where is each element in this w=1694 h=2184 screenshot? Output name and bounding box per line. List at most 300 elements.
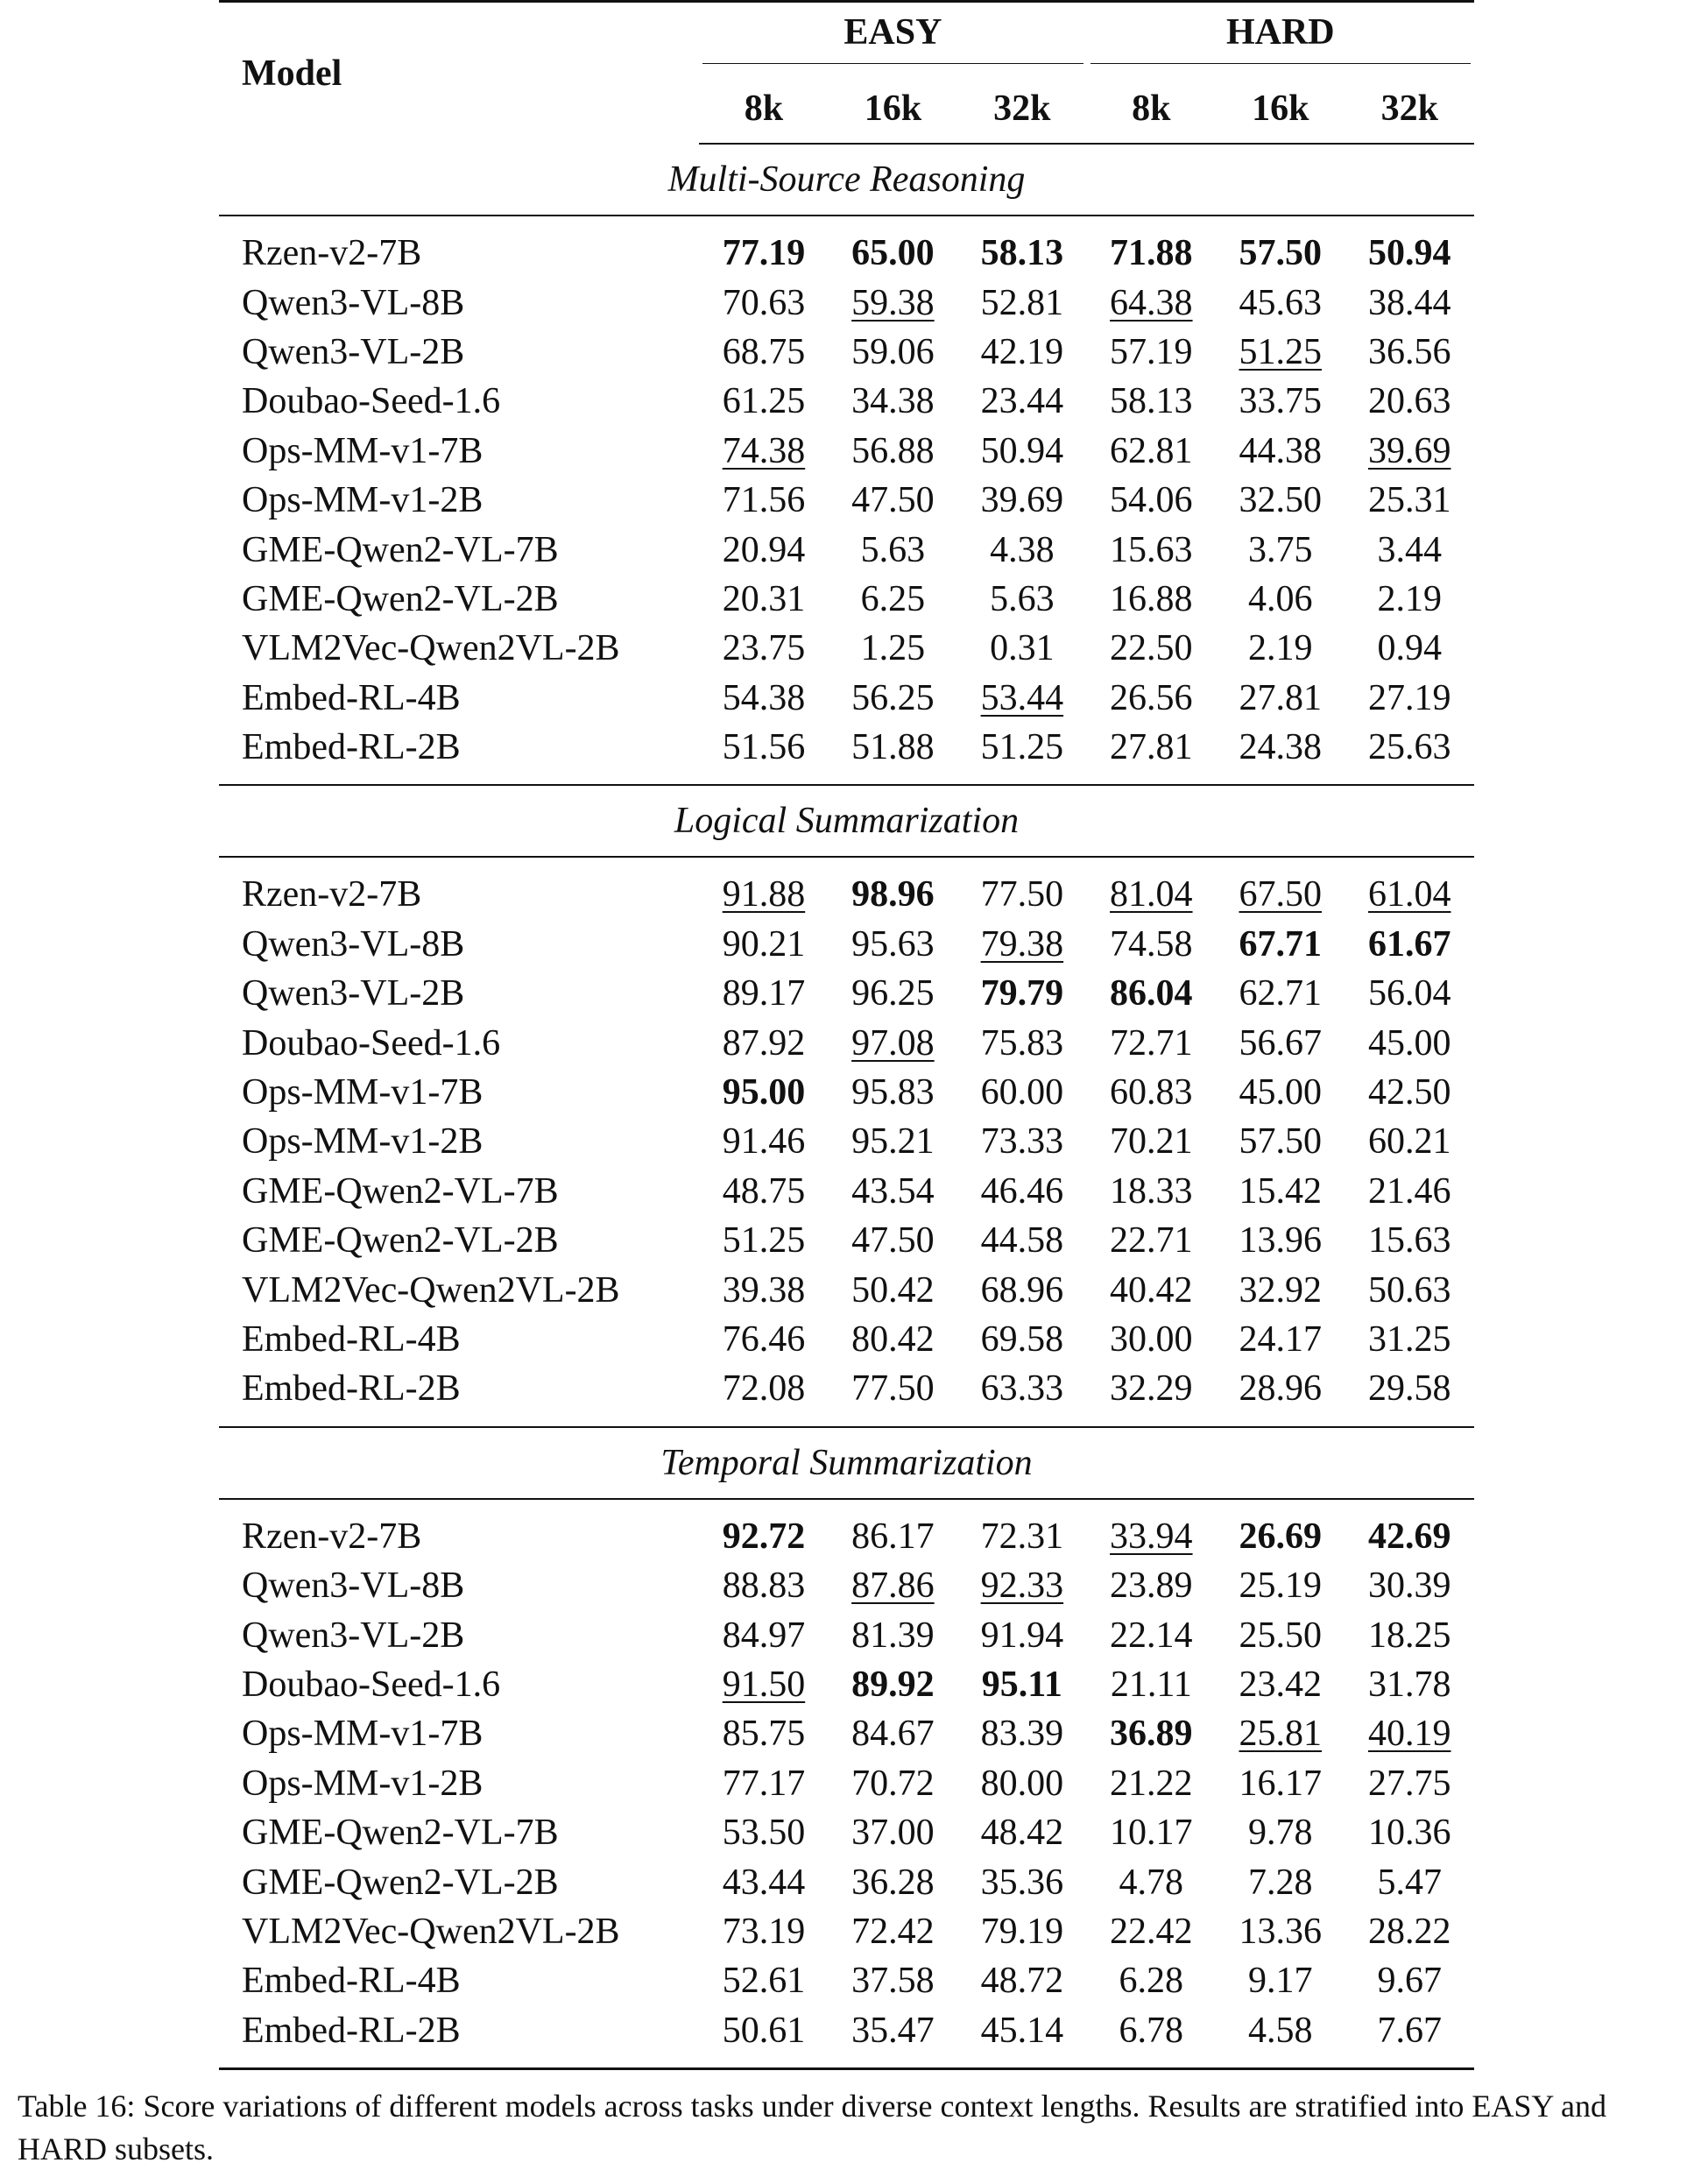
best-score-value: 98.96 <box>851 874 935 915</box>
score-cell <box>699 1561 828 1610</box>
score-value: 35.47 <box>851 2010 935 2051</box>
score-value: 95.21 <box>851 1121 935 1163</box>
second-best-score-value: 87.86 <box>851 1566 935 1607</box>
score-cell <box>1087 1167 1216 1216</box>
score-cell <box>1345 1759 1474 1808</box>
best-score-value: 95.11 <box>981 1664 1062 1705</box>
length-header: 32k <box>957 74 1086 144</box>
score-value: 20.31 <box>722 578 806 619</box>
table-row <box>219 624 1474 673</box>
score-value: 42.50 <box>1367 1072 1451 1113</box>
score-value: 13.96 <box>1239 1220 1322 1262</box>
model-name-cell: Qwen3-VL-2B <box>242 973 465 1014</box>
score-value: 45.00 <box>1239 1072 1322 1113</box>
table-row <box>219 476 1474 525</box>
score-cell <box>1216 1216 1345 1265</box>
table-header-row-groups <box>219 2 1474 75</box>
score-cell <box>1216 216 1345 278</box>
score-value: 21.11 <box>1110 1664 1192 1705</box>
score-value: 50.63 <box>1367 1269 1451 1311</box>
model-name-cell: GME-Qwen2-VL-7B <box>242 1813 559 1854</box>
score-value: 26.56 <box>1110 677 1193 718</box>
table-row <box>219 969 1474 1018</box>
score-value: 39.38 <box>722 1269 806 1311</box>
model-name-cell: Doubao-Seed-1.6 <box>242 381 501 422</box>
score-value: 62.81 <box>1110 430 1193 471</box>
score-cell <box>699 1907 828 1956</box>
score-value: 43.44 <box>722 1862 806 1903</box>
score-cell <box>829 476 957 525</box>
score-cell <box>829 1956 957 2005</box>
score-cell <box>829 1660 957 1709</box>
score-cell <box>1216 723 1345 785</box>
score-cell <box>699 1857 828 1906</box>
score-value: 48.75 <box>722 1170 806 1212</box>
score-value: 22.71 <box>1110 1220 1193 1262</box>
score-value: 95.63 <box>851 923 935 965</box>
score-value: 0.94 <box>1377 628 1442 669</box>
score-value: 54.38 <box>722 677 806 718</box>
score-value: 60.00 <box>980 1072 1064 1113</box>
score-cell <box>1345 920 1474 969</box>
score-value: 32.29 <box>1110 1368 1193 1410</box>
score-cell <box>957 1857 1086 1906</box>
score-cell <box>1087 377 1216 426</box>
score-cell <box>829 1265 957 1314</box>
score-cell <box>957 476 1086 525</box>
score-value: 59.06 <box>851 331 935 372</box>
score-value: 87.92 <box>722 1022 806 1064</box>
model-name-cell: GME-Qwen2-VL-2B <box>242 1862 559 1903</box>
score-value: 42.19 <box>980 331 1064 372</box>
score-cell <box>1216 920 1345 969</box>
model-name-cell: Doubao-Seed-1.6 <box>242 1022 501 1064</box>
model-name-cell: Rzen-v2-7B <box>242 233 422 274</box>
length-header: 32k <box>1345 74 1474 144</box>
score-value: 53.50 <box>722 1813 806 1854</box>
score-cell <box>1345 476 1474 525</box>
score-value: 77.17 <box>722 1763 806 1804</box>
score-cell <box>1087 969 1216 1018</box>
score-value: 90.21 <box>722 923 806 965</box>
score-cell <box>1087 525 1216 574</box>
score-cell <box>829 1499 957 1561</box>
table-caption: Table 16: Score variations of different models across tasks under diverse context lengths. Results are stratified into EASY and HARD subsets. <box>18 2089 1607 2166</box>
score-cell <box>1087 278 1216 327</box>
model-name-cell: Embed-RL-4B <box>242 1961 461 2002</box>
score-value: 50.94 <box>980 430 1064 471</box>
score-cell <box>957 427 1086 476</box>
second-best-score-value: 33.94 <box>1110 1516 1193 1557</box>
table-row <box>219 857 1474 919</box>
score-cell <box>829 575 957 624</box>
score-value: 9.17 <box>1248 1961 1313 2002</box>
second-best-score-value: 81.04 <box>1110 874 1193 915</box>
score-value: 23.42 <box>1239 1664 1322 1705</box>
score-value: 48.72 <box>980 1961 1064 2002</box>
model-name-cell: Qwen3-VL-2B <box>242 331 465 372</box>
score-cell <box>1087 1907 1216 1956</box>
score-value: 80.42 <box>851 1319 935 1360</box>
score-cell <box>829 1117 957 1166</box>
score-cell <box>1216 1907 1345 1956</box>
length-header: 8k <box>1087 74 1216 144</box>
table-row <box>219 216 1474 278</box>
score-value: 56.04 <box>1367 973 1451 1014</box>
score-value: 7.28 <box>1248 1862 1313 1903</box>
score-cell <box>957 1808 1086 1857</box>
score-cell <box>1087 1610 1216 1659</box>
best-score-value: 67.71 <box>1239 923 1322 965</box>
second-best-score-value: 64.38 <box>1110 282 1193 323</box>
score-cell <box>1216 1499 1345 1561</box>
score-cell <box>699 476 828 525</box>
score-value: 35.36 <box>980 1862 1064 1903</box>
score-cell <box>1216 1956 1345 2005</box>
score-value: 15.42 <box>1239 1170 1322 1212</box>
score-value: 43.54 <box>851 1170 935 1212</box>
score-cell <box>1087 1216 1216 1265</box>
score-value: 91.94 <box>980 1615 1064 1656</box>
score-cell <box>1345 1167 1474 1216</box>
score-value: 86.17 <box>851 1516 935 1557</box>
score-cell <box>1345 1117 1474 1166</box>
score-cell <box>1345 377 1474 426</box>
score-value: 4.38 <box>990 529 1055 570</box>
table-row <box>219 1117 1474 1166</box>
score-cell <box>1216 2006 1345 2069</box>
score-value: 9.78 <box>1248 1813 1313 1854</box>
score-cell <box>957 1364 1086 1426</box>
score-value: 47.50 <box>851 480 935 521</box>
score-cell <box>1345 278 1474 327</box>
second-best-score-value: 91.88 <box>722 874 806 915</box>
score-cell <box>1087 674 1216 723</box>
best-score-value: 42.69 <box>1367 1516 1451 1557</box>
score-value: 4.06 <box>1248 578 1313 619</box>
score-cell <box>1216 1117 1345 1166</box>
model-name-cell: VLM2Vec-Qwen2VL-2B <box>242 1269 620 1311</box>
score-cell <box>1087 1315 1216 1364</box>
score-value: 44.58 <box>980 1220 1064 1262</box>
table-row <box>219 674 1474 723</box>
score-value: 32.50 <box>1239 480 1322 521</box>
score-value: 9.67 <box>1377 1961 1442 2002</box>
score-cell <box>957 1167 1086 1216</box>
score-cell <box>1087 1709 1216 1758</box>
score-value: 77.50 <box>980 874 1064 915</box>
score-cell <box>829 969 957 1018</box>
table-row <box>219 1561 1474 1610</box>
table-row <box>219 1167 1474 1216</box>
score-value: 21.46 <box>1367 1170 1451 1212</box>
score-value: 89.17 <box>722 973 806 1014</box>
score-value: 75.83 <box>980 1022 1064 1064</box>
score-value: 6.28 <box>1119 1961 1184 2002</box>
second-best-score-value: 51.25 <box>1239 331 1322 372</box>
table-row <box>219 1956 1474 2005</box>
second-best-score-value: 79.38 <box>980 923 1064 965</box>
score-cell <box>1087 216 1216 278</box>
score-cell <box>957 1709 1086 1758</box>
score-value: 25.19 <box>1239 1566 1322 1607</box>
table-row <box>219 427 1474 476</box>
score-cell <box>699 1808 828 1857</box>
score-value: 39.69 <box>980 480 1064 521</box>
score-cell <box>1345 2006 1474 2069</box>
model-name-cell: GME-Qwen2-VL-2B <box>242 1220 559 1262</box>
score-value: 2.19 <box>1377 578 1442 619</box>
score-value: 68.96 <box>980 1269 1064 1311</box>
best-score-value: 89.92 <box>851 1664 935 1705</box>
score-cell <box>1216 857 1345 919</box>
score-value: 88.83 <box>722 1566 806 1607</box>
model-name-cell: Ops-MM-v1-7B <box>242 1714 483 1755</box>
score-cell <box>1216 674 1345 723</box>
score-value: 57.50 <box>1239 1121 1322 1163</box>
score-value: 84.67 <box>851 1714 935 1755</box>
hard-group-header <box>1087 2 1474 75</box>
score-cell <box>1345 1499 1474 1561</box>
score-value: 69.58 <box>980 1319 1064 1360</box>
score-cell <box>1345 1216 1474 1265</box>
score-value: 21.22 <box>1110 1763 1193 1804</box>
score-value: 20.63 <box>1367 381 1451 422</box>
second-best-score-value: 91.50 <box>722 1664 806 1705</box>
score-cell <box>1216 427 1345 476</box>
table-row <box>219 1808 1474 1857</box>
score-value: 0.31 <box>990 628 1055 669</box>
score-value: 27.81 <box>1110 727 1193 768</box>
results-table <box>219 0 1474 2070</box>
section-header-row <box>219 1427 1474 1499</box>
score-cell <box>829 1907 957 1956</box>
score-cell <box>957 1018 1086 1067</box>
table-row <box>219 1018 1474 1067</box>
second-best-score-value: 39.69 <box>1367 430 1451 471</box>
score-cell <box>1345 1018 1474 1067</box>
score-cell <box>1216 1561 1345 1610</box>
score-cell <box>1345 1660 1474 1709</box>
score-cell <box>957 2006 1086 2069</box>
score-value: 84.97 <box>722 1615 806 1656</box>
score-value: 72.08 <box>722 1368 806 1410</box>
easy-group-label: EASY <box>843 11 942 53</box>
score-cell <box>829 216 957 278</box>
score-cell <box>957 377 1086 426</box>
score-cell <box>1345 1709 1474 1758</box>
score-cell <box>699 969 828 1018</box>
model-name-cell: Embed-RL-2B <box>242 727 461 768</box>
table-row <box>219 278 1474 327</box>
score-cell <box>1087 1660 1216 1709</box>
score-cell <box>1087 1759 1216 1808</box>
score-cell <box>829 1167 957 1216</box>
model-name-cell: Rzen-v2-7B <box>242 1516 422 1557</box>
score-value: 81.39 <box>851 1615 935 1656</box>
score-value: 56.88 <box>851 430 935 471</box>
score-cell <box>957 1759 1086 1808</box>
score-cell <box>1345 1265 1474 1314</box>
score-cell <box>957 1117 1086 1166</box>
best-score-value: 26.69 <box>1239 1516 1322 1557</box>
score-cell <box>699 1709 828 1758</box>
score-cell <box>829 1808 957 1857</box>
score-value: 25.50 <box>1239 1615 1322 1656</box>
score-cell <box>957 1068 1086 1117</box>
score-value: 85.75 <box>722 1714 806 1755</box>
score-cell <box>957 857 1086 919</box>
score-value: 50.42 <box>851 1269 935 1311</box>
score-value: 96.25 <box>851 973 935 1014</box>
score-cell <box>829 920 957 969</box>
score-cell <box>1087 1117 1216 1166</box>
score-value: 7.67 <box>1377 2010 1442 2051</box>
score-cell <box>699 1610 828 1659</box>
score-cell <box>829 1709 957 1758</box>
score-cell <box>1345 1561 1474 1610</box>
score-value: 23.75 <box>722 628 806 669</box>
table-row <box>219 377 1474 426</box>
score-value: 51.25 <box>980 727 1064 768</box>
table-row <box>219 1907 1474 1956</box>
score-cell <box>829 2006 957 2069</box>
score-value: 51.88 <box>851 727 935 768</box>
second-best-score-value: 92.33 <box>980 1566 1064 1607</box>
score-cell <box>1216 476 1345 525</box>
best-score-value: 77.19 <box>722 233 806 274</box>
score-value: 6.78 <box>1119 2010 1184 2051</box>
score-value: 47.50 <box>851 1220 935 1262</box>
score-cell <box>699 377 828 426</box>
score-value: 77.50 <box>851 1368 935 1410</box>
score-cell <box>1345 674 1474 723</box>
score-value: 52.61 <box>722 1961 806 2002</box>
score-cell <box>1345 1364 1474 1426</box>
best-score-value: 57.50 <box>1239 233 1322 274</box>
score-cell <box>829 1364 957 1426</box>
score-cell <box>699 1315 828 1364</box>
section-title: Multi-Source Reasoning <box>219 144 1474 216</box>
model-name-cell: VLM2Vec-Qwen2VL-2B <box>242 1911 620 1952</box>
score-value: 73.33 <box>980 1121 1064 1163</box>
score-cell <box>1216 575 1345 624</box>
score-value: 24.17 <box>1239 1319 1322 1360</box>
score-cell <box>957 1956 1086 2005</box>
section-header-row <box>219 144 1474 216</box>
score-cell <box>1087 328 1216 377</box>
table-row <box>219 1315 1474 1364</box>
best-score-value: 36.89 <box>1110 1714 1193 1755</box>
table-row <box>219 525 1474 574</box>
score-cell <box>1087 1068 1216 1117</box>
score-cell <box>1216 328 1345 377</box>
score-cell <box>699 1364 828 1426</box>
table-row <box>219 723 1474 785</box>
score-value: 22.42 <box>1110 1911 1193 1952</box>
score-cell <box>1087 857 1216 919</box>
score-value: 22.14 <box>1110 1615 1193 1656</box>
score-cell <box>829 723 957 785</box>
score-cell <box>1345 1857 1474 1906</box>
second-best-score-value: 53.44 <box>980 677 1064 718</box>
score-cell <box>1087 1018 1216 1067</box>
score-cell <box>957 1265 1086 1314</box>
score-cell <box>1216 1167 1345 1216</box>
score-cell <box>1087 1561 1216 1610</box>
score-cell <box>1087 476 1216 525</box>
score-value: 72.42 <box>851 1911 935 1952</box>
score-cell <box>1345 723 1474 785</box>
score-cell <box>829 278 957 327</box>
section-title: Temporal Summarization <box>219 1427 1474 1499</box>
score-value: 51.56 <box>722 727 806 768</box>
score-value: 15.63 <box>1110 529 1193 570</box>
score-value: 23.44 <box>980 381 1064 422</box>
score-cell <box>1216 1660 1345 1709</box>
table-row <box>219 328 1474 377</box>
score-cell <box>1216 1265 1345 1314</box>
score-value: 76.46 <box>722 1319 806 1360</box>
score-value: 36.56 <box>1367 331 1451 372</box>
model-name-cell: Ops-MM-v1-7B <box>242 1072 483 1113</box>
score-cell <box>829 525 957 574</box>
score-value: 30.00 <box>1110 1319 1193 1360</box>
best-score-value: 58.13 <box>980 233 1064 274</box>
score-cell <box>1345 1610 1474 1659</box>
score-value: 16.17 <box>1239 1763 1322 1804</box>
score-cell <box>699 278 828 327</box>
score-cell <box>1216 278 1345 327</box>
score-cell <box>829 1610 957 1659</box>
second-best-score-value: 67.50 <box>1239 874 1322 915</box>
score-cell <box>957 1561 1086 1610</box>
score-value: 56.67 <box>1239 1022 1322 1064</box>
table-row <box>219 920 1474 969</box>
best-score-value: 92.72 <box>722 1516 806 1557</box>
score-cell <box>1345 857 1474 919</box>
score-cell <box>1087 624 1216 673</box>
hard-group-label: HARD <box>1225 11 1335 53</box>
score-cell <box>699 2006 828 2069</box>
score-cell <box>1345 1907 1474 1956</box>
score-value: 45.63 <box>1239 282 1322 323</box>
results-table-container <box>219 0 1474 2070</box>
score-value: 18.25 <box>1367 1615 1451 1656</box>
score-value: 28.22 <box>1367 1911 1451 1952</box>
score-cell <box>699 427 828 476</box>
score-value: 72.31 <box>980 1516 1064 1557</box>
model-name-cell: GME-Qwen2-VL-2B <box>242 578 559 619</box>
score-cell <box>1345 427 1474 476</box>
score-value: 60.21 <box>1367 1121 1451 1163</box>
model-name-cell: Rzen-v2-7B <box>242 874 422 915</box>
score-cell <box>829 377 957 426</box>
best-score-value: 71.88 <box>1110 233 1193 274</box>
model-name-cell: GME-Qwen2-VL-7B <box>242 529 559 570</box>
score-cell <box>829 1857 957 1906</box>
score-cell <box>1345 1315 1474 1364</box>
score-cell <box>699 216 828 278</box>
score-cell <box>1345 1808 1474 1857</box>
score-cell <box>1216 1808 1345 1857</box>
score-cell <box>699 674 828 723</box>
score-value: 15.63 <box>1367 1220 1451 1262</box>
score-value: 45.14 <box>980 2010 1064 2051</box>
score-cell <box>957 1315 1086 1364</box>
table-row <box>219 1709 1474 1758</box>
score-value: 95.83 <box>851 1072 935 1113</box>
